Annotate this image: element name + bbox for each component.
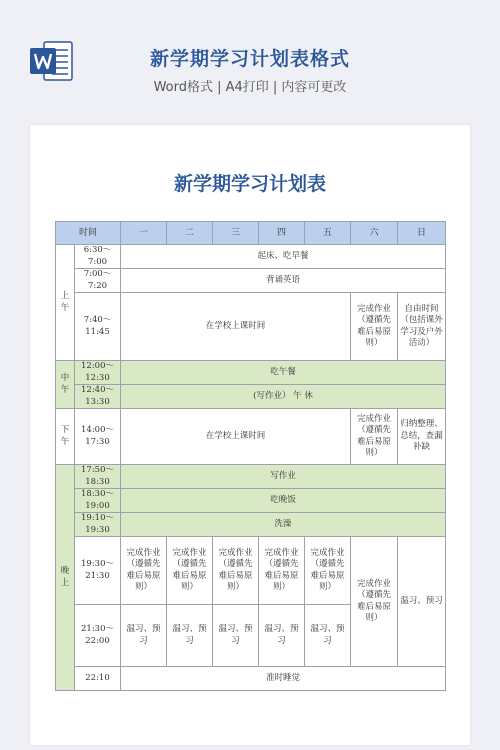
header-fri: 五: [305, 222, 351, 245]
time-cell: 7:00～7:20: [75, 269, 121, 293]
header-mon: 一: [121, 222, 167, 245]
mon-cell: 温习、预习: [121, 605, 167, 667]
wed-cell: 温习、预习: [213, 605, 259, 667]
period-evening: 晚上: [56, 465, 75, 691]
header-thu: 四: [259, 222, 305, 245]
activity-cell: 吃晚饭: [121, 489, 446, 513]
tue-cell: 完成作业（遵循先难后易原则）: [167, 537, 213, 605]
thu-cell: 温习、预习: [259, 605, 305, 667]
brand-subtitle: Word格式 | A4打印 | 内容可更改: [153, 80, 347, 95]
fri-cell: 温习、预习: [305, 605, 351, 667]
activity-cell: 起床、吃早餐: [121, 245, 446, 269]
table-row: [56, 409, 446, 465]
activity-cell: 洗澡: [121, 513, 446, 537]
table-row: [56, 465, 446, 489]
time-cell: 7:40～11:45: [75, 293, 121, 361]
activity-cell: 准时睡觉: [121, 667, 446, 691]
time-cell: 19:30～21:30: [75, 537, 121, 605]
time-cell: 21:30～22:00: [75, 605, 121, 667]
sunday-cell: 归纳整理、总结，查漏补缺: [398, 409, 446, 465]
table-row: [56, 361, 446, 385]
saturday-cell: 完成作业（遵循先难后易原则）: [351, 537, 398, 667]
thu-cell: 完成作业（遵循先难后易原则）: [259, 537, 305, 605]
schedule-table: [55, 221, 446, 691]
activity-cell: 在学校上课时间: [121, 409, 351, 465]
wed-cell: 完成作业（遵循先难后易原则）: [213, 537, 259, 605]
activity-cell: 吃午餐: [121, 361, 446, 385]
time-cell: 12:40～13:30: [75, 385, 121, 409]
header-tue: 二: [167, 222, 213, 245]
brand-title: 新学期学习计划表格式: [149, 48, 350, 70]
header-time: 时间: [56, 222, 121, 245]
document-page: [30, 125, 470, 745]
header: [0, 0, 500, 120]
activity-cell: 在学校上课时间: [121, 293, 351, 361]
header-row: [56, 222, 446, 245]
time-cell: 17:50～18:30: [75, 465, 121, 489]
table-row: [56, 489, 446, 513]
table-row: [56, 385, 446, 409]
time-cell: 12:00～12:30: [75, 361, 121, 385]
fri-cell: 完成作业（遵循先难后易原则）: [305, 537, 351, 605]
header-sun: 日: [398, 222, 446, 245]
saturday-cell: 完成作业（遵循先难后易原则）: [351, 293, 398, 361]
table-row: [56, 245, 446, 269]
activity-cell: 写作业: [121, 465, 446, 489]
period-afternoon: 下午: [56, 409, 75, 465]
table-row: [56, 667, 446, 691]
sunday-cell: 温习、预习: [398, 537, 446, 667]
activity-cell: (写作业） 午 休: [121, 385, 446, 409]
tue-cell: 温习、预习: [167, 605, 213, 667]
table-row: [56, 293, 446, 361]
time-cell: 22:10: [75, 667, 121, 691]
table-row: [56, 513, 446, 537]
header-wed: 三: [213, 222, 259, 245]
document-title: 新学期学习计划表: [173, 173, 326, 195]
activity-cell: 背诵英语: [121, 269, 446, 293]
saturday-cell: 完成作业（遵循先难后易原则）: [351, 409, 398, 465]
mon-cell: 完成作业（遵循先难后易原则）: [121, 537, 167, 605]
table-row: [56, 269, 446, 293]
period-morning: 上午: [56, 245, 75, 361]
table-row: [56, 537, 446, 605]
time-cell: 18:30～19:00: [75, 489, 121, 513]
time-cell: 14:00～17:30: [75, 409, 121, 465]
sunday-cell: 自由时间（包括课外学习及户外活动）: [398, 293, 446, 361]
time-cell: 19:10～19:30: [75, 513, 121, 537]
time-cell: 6:30～7:00: [75, 245, 121, 269]
header-sat: 六: [351, 222, 398, 245]
period-noon: 中午: [56, 361, 75, 409]
